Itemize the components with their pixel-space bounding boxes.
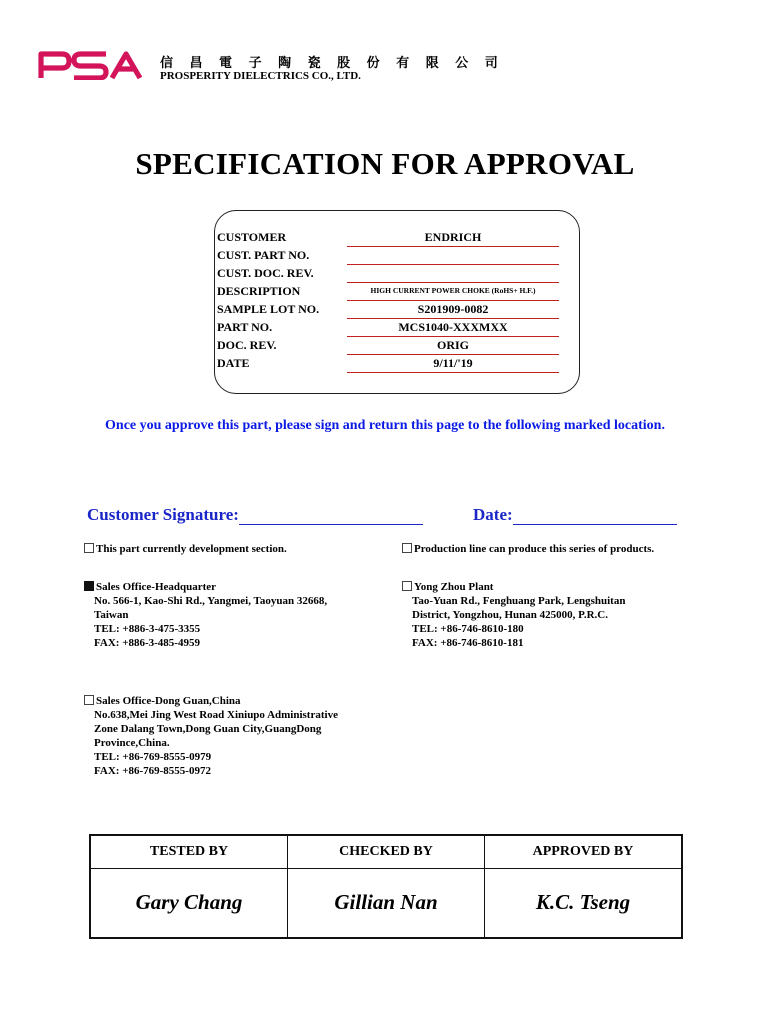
info-row-customer — [217, 230, 562, 248]
info-value — [347, 266, 559, 283]
fax-line: FAX: +86-746-8610-181 — [412, 637, 524, 649]
company-name-english: PROSPERITY DIELECTRICS CO., LTD. — [160, 70, 361, 82]
approved-by-name: K.C. Tseng — [535, 890, 631, 914]
info-label: PART NO. — [217, 320, 273, 334]
company-name-chinese: 信 昌 電 子 陶 瓷 股 份 有 限 公 司 — [160, 56, 504, 71]
location-title: Sales Office-Headquarter — [96, 581, 217, 593]
checkbox-yongzhou[interactable] — [402, 581, 412, 591]
instruction-text: Once you approve this part, please sign and return this page to the following marked location. — [105, 418, 665, 433]
psa-logo — [38, 50, 146, 80]
info-value: MCS1040-XXXMXX — [347, 320, 559, 337]
customer-signature-field[interactable] — [87, 505, 423, 525]
fax-line: FAX: +886-3-485-4959 — [94, 637, 200, 649]
customer-signature-line[interactable] — [239, 507, 423, 525]
location-title: Yong Zhou Plant — [414, 581, 494, 593]
location-title: Sales Office-Dong Guan,China — [96, 695, 241, 707]
approval-table — [89, 834, 683, 939]
info-value: 9/11/'19 — [347, 356, 559, 373]
address-line: No. 566-1, Kao-Shi Rd., Yangmei, Taoyuan 32668, — [94, 595, 328, 607]
info-value — [347, 248, 559, 265]
info-label: CUST. PART NO. — [217, 248, 310, 262]
header-checked-by: CHECKED BY — [339, 844, 433, 859]
info-row-sample-lot-no — [217, 302, 562, 320]
location-yongzhou — [402, 580, 625, 650]
header-approved-by: APPROVED BY — [532, 844, 634, 859]
address-line: Zone Dalang Town,Dong Guan City,GuangDong — [94, 723, 322, 735]
tel-line: TEL: +886-3-475-3355 — [94, 623, 201, 635]
location-headquarter — [84, 580, 327, 650]
address-line: Tao-Yuan Rd., Fenghuang Park, Lengshuitan — [412, 595, 626, 607]
info-row-cust-doc-rev — [217, 266, 562, 284]
tel-line: TEL: +86-769-8555-0979 — [94, 751, 212, 763]
info-value: HIGH CURRENT POWER CHOKE (RoHS+ H.F.) — [347, 284, 559, 301]
info-value: S201909-0082 — [347, 302, 559, 319]
date-field[interactable] — [473, 505, 677, 525]
checkbox-development[interactable] — [84, 543, 94, 553]
page-title: SPECIFICATION FOR APPROVAL — [135, 146, 635, 181]
info-label: CUST. DOC. REV. — [217, 266, 314, 280]
address-line: Taiwan — [94, 609, 129, 621]
customer-signature-label: Customer Signature: — [87, 505, 239, 524]
checked-by-name: Gillian Nan — [334, 890, 438, 914]
info-label: SAMPLE LOT NO. — [217, 302, 320, 316]
option-development-label: This part currently development section. — [96, 543, 287, 555]
option-production[interactable] — [402, 543, 654, 555]
info-label: DATE — [217, 356, 250, 370]
address-line: District, Yongzhou, Hunan 425000, P.R.C. — [412, 609, 608, 621]
info-row-part-no — [217, 320, 562, 338]
info-label: DESCRIPTION — [217, 284, 301, 298]
checkbox-headquarter[interactable] — [84, 581, 94, 591]
info-row-cust-part-no — [217, 248, 562, 266]
location-dongguan — [84, 694, 338, 778]
info-label: CUSTOMER — [217, 230, 287, 244]
date-label: Date: — [473, 505, 513, 524]
info-value: ENDRICH — [347, 230, 559, 247]
option-development[interactable] — [84, 543, 287, 555]
tested-by-name: Gary Chang — [135, 890, 243, 914]
info-row-description — [217, 284, 562, 302]
fax-line: FAX: +86-769-8555-0972 — [94, 765, 211, 777]
checkbox-production[interactable] — [402, 543, 412, 553]
info-row-doc-rev — [217, 338, 562, 356]
info-row-date — [217, 356, 562, 374]
address-line: Province,China. — [94, 737, 170, 749]
info-value: ORIG — [347, 338, 559, 355]
checkbox-dongguan[interactable] — [84, 695, 94, 705]
header-tested-by: TESTED BY — [149, 844, 229, 859]
option-production-label: Production line can produce this series of products. — [414, 543, 655, 555]
tel-line: TEL: +86-746-8610-180 — [412, 623, 524, 635]
info-label: DOC. REV. — [217, 338, 277, 352]
date-line[interactable] — [513, 507, 677, 525]
address-line: No.638,Mei Jing West Road Xiniupo Administrative — [94, 709, 338, 721]
